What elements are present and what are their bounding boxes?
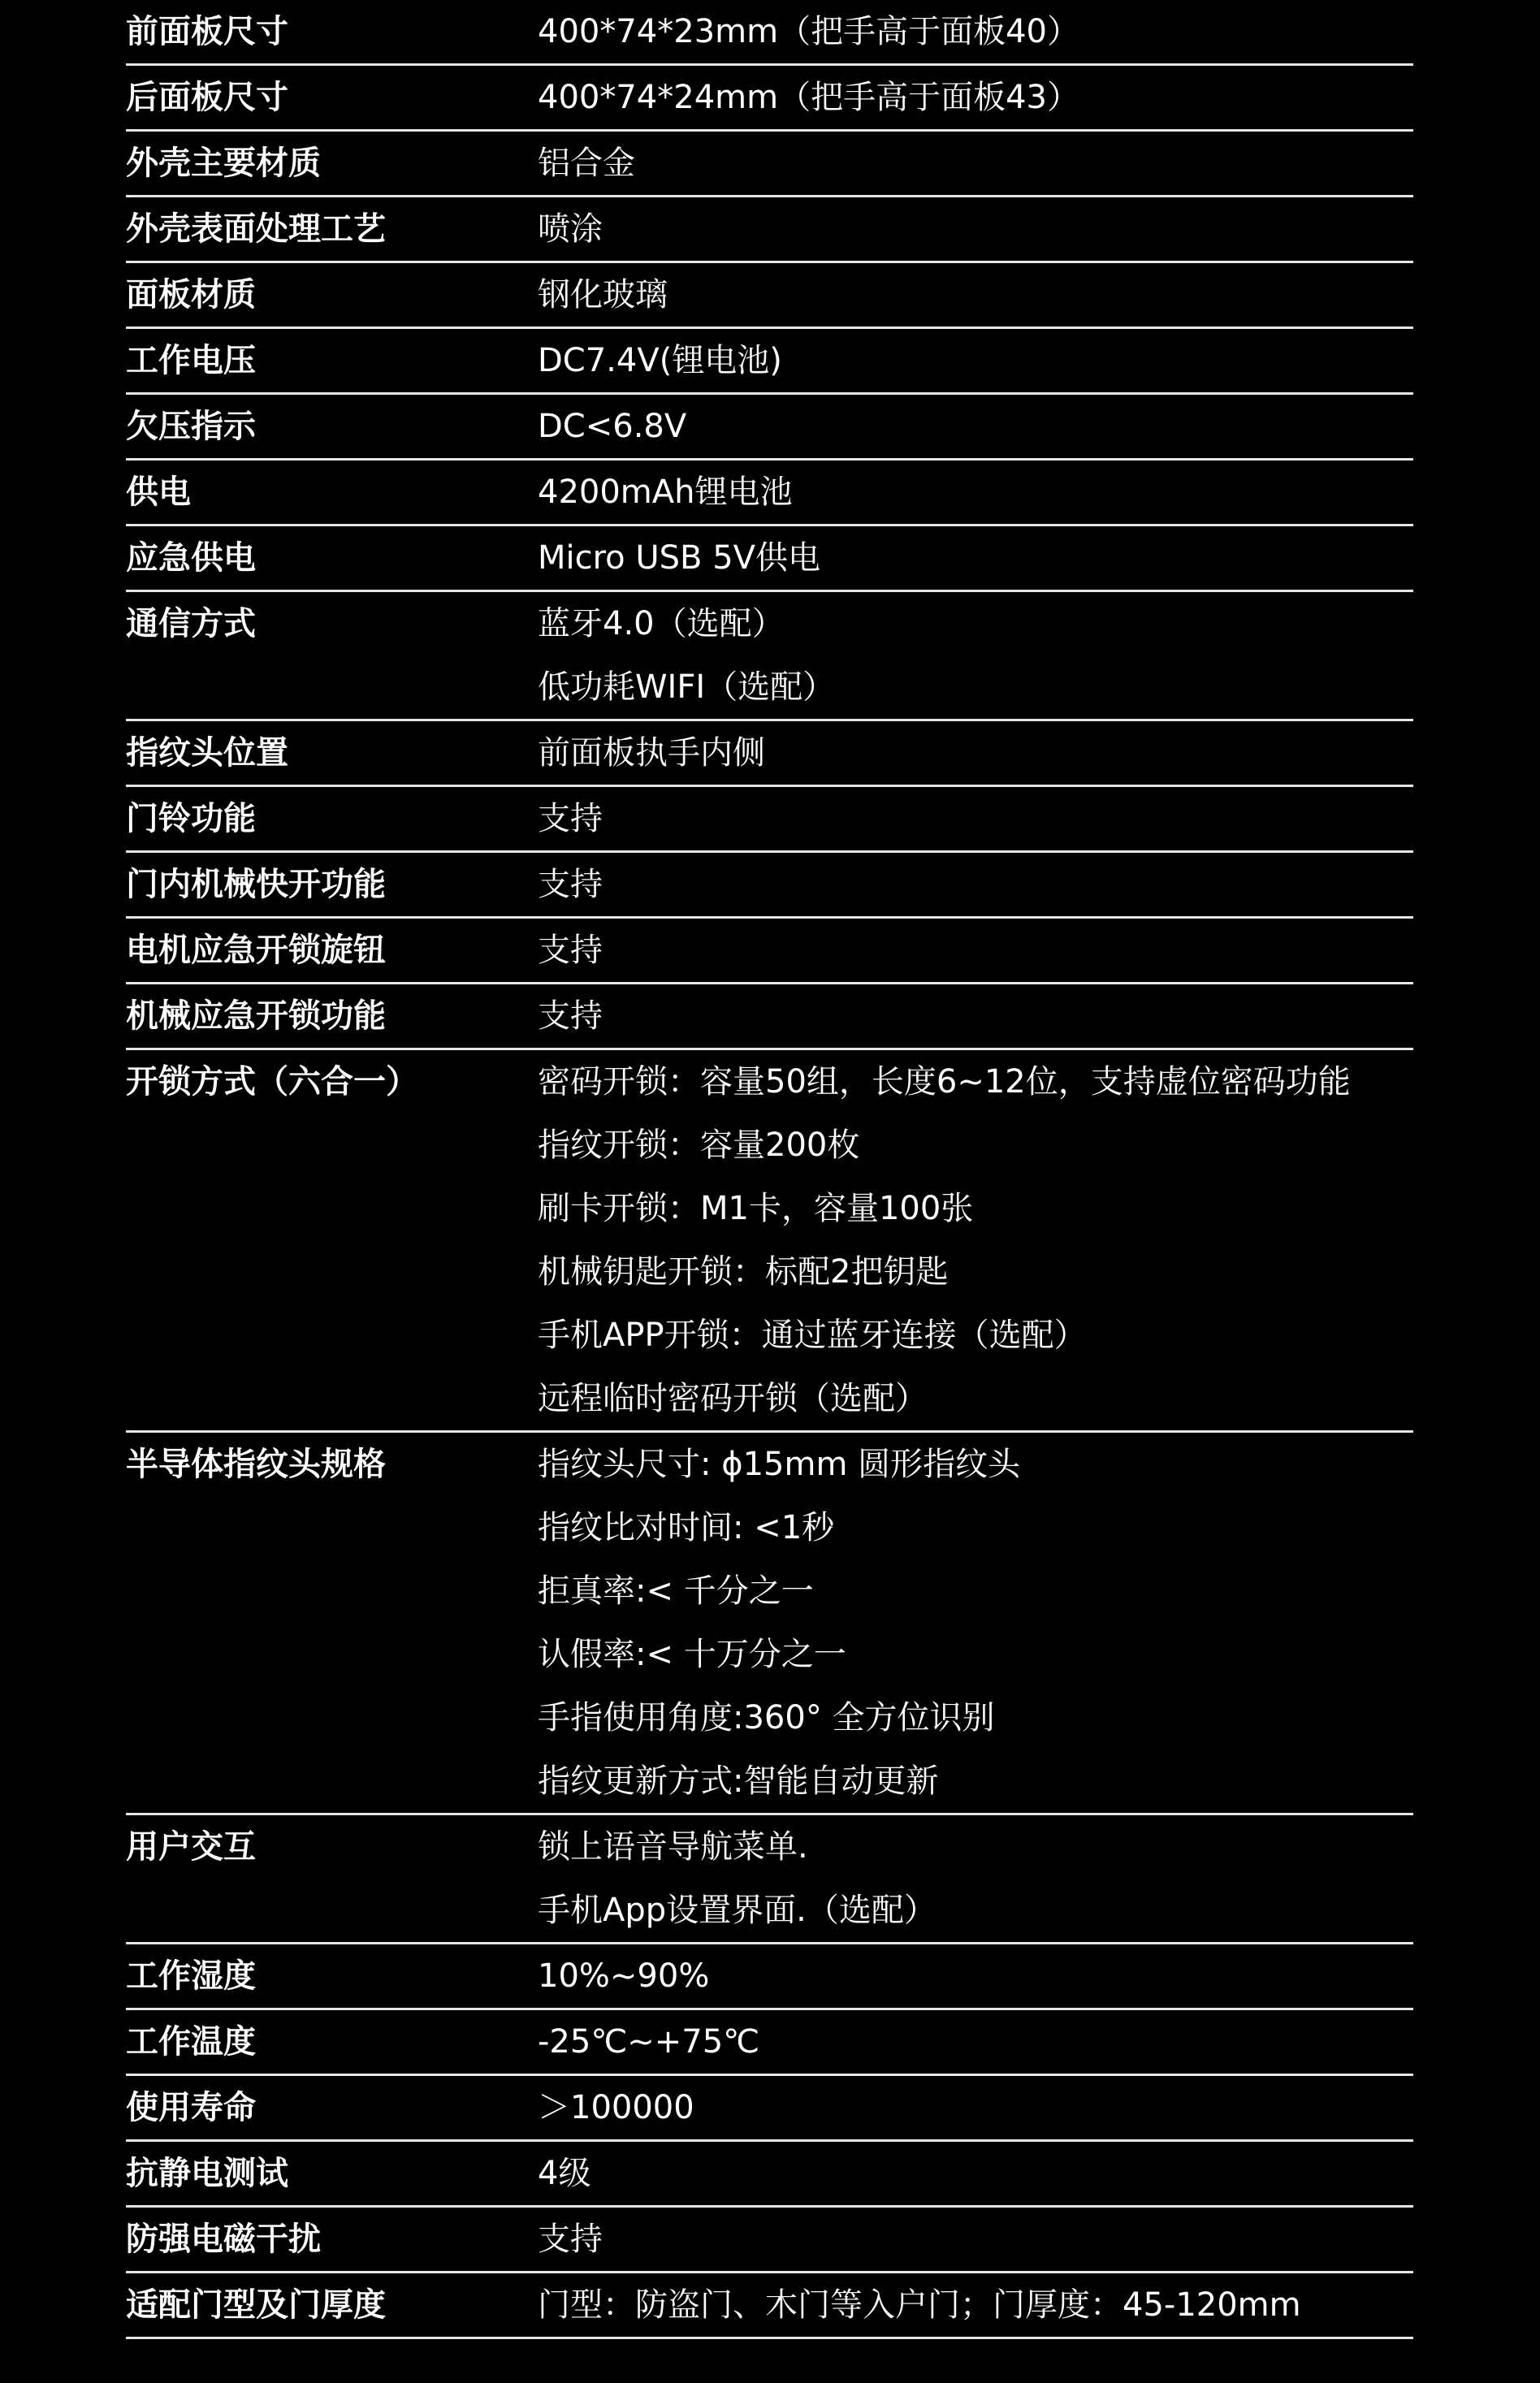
spec-value: 支持	[538, 2221, 603, 2258]
spec-value: 指纹更新方式:智能自动更新	[538, 1762, 939, 1800]
spec-label: 工作电压	[126, 342, 256, 379]
spec-value: DC<6.8V	[538, 408, 687, 445]
spec-values	[538, 0, 1413, 63]
spec-row	[126, 461, 1413, 526]
spec-values	[538, 1050, 1413, 1430]
spec-values	[538, 592, 1413, 719]
spec-row	[126, 197, 1413, 263]
spec-values	[538, 721, 1413, 785]
spec-row	[126, 263, 1413, 329]
spec-value: 认假率:< 十万分之一	[538, 1636, 846, 1673]
spec-values	[538, 1815, 1413, 1942]
spec-value: 密码开锁：容量50组，长度6~12位，支持虚位密码功能	[538, 1063, 1351, 1101]
spec-label: 外壳主要材质	[126, 145, 321, 182]
spec-value: 支持	[538, 932, 603, 969]
spec-label: 后面板尺寸	[126, 79, 288, 116]
spec-values	[538, 132, 1413, 195]
spec-value: 钢化玻璃	[538, 276, 668, 314]
spec-row	[126, 2010, 1413, 2076]
spec-label: 开锁方式（六合一）	[126, 1063, 418, 1101]
spec-value: 4200mAh锂电池	[538, 474, 793, 511]
spec-value: 手机APP开锁：通过蓝牙连接（选配）	[538, 1317, 1087, 1354]
spec-values	[538, 329, 1413, 392]
spec-value: 指纹开锁：容量200枚	[538, 1127, 860, 1164]
spec-value: 锁上语音导航菜单.	[538, 1828, 808, 1866]
spec-value: Micro USB 5V供电	[538, 539, 821, 577]
spec-row	[126, 2273, 1413, 2339]
spec-values	[538, 1433, 1413, 1813]
spec-label: 前面板尺寸	[126, 13, 288, 50]
spec-label: 适配门型及门厚度	[126, 2286, 386, 2324]
spec-value: 4级	[538, 2155, 591, 2192]
spec-value: 指纹头尺寸: ϕ15mm 圆形指纹头	[538, 1446, 1021, 1483]
spec-row	[126, 526, 1413, 592]
spec-label: 半导体指纹头规格	[126, 1446, 386, 1483]
spec-values	[538, 395, 1413, 458]
spec-row	[126, 2142, 1413, 2208]
spec-value: 拒真率:< 千分之一	[538, 1572, 814, 1610]
spec-row	[126, 1433, 1413, 1815]
spec-value: 400*74*23mm（把手高于面板40）	[538, 13, 1079, 50]
spec-label: 抗静电测试	[126, 2155, 288, 2192]
spec-values	[538, 2208, 1413, 2271]
spec-row	[126, 1050, 1413, 1433]
spec-table	[126, 0, 1413, 2339]
spec-row	[126, 395, 1413, 461]
spec-label: 应急供电	[126, 539, 256, 577]
spec-value: 指纹比对时间: <1秒	[538, 1509, 835, 1546]
spec-label: 工作湿度	[126, 1957, 256, 1995]
spec-values	[538, 787, 1413, 850]
spec-label: 外壳表面处理工艺	[126, 210, 386, 248]
spec-label: 机械应急开锁功能	[126, 997, 386, 1035]
spec-label: 工作温度	[126, 2023, 256, 2061]
spec-label: 用户交互	[126, 1828, 256, 1866]
spec-value: 远程临时密码开锁（选配）	[538, 1380, 928, 1417]
spec-row	[126, 132, 1413, 197]
spec-label: 电机应急开锁旋钮	[126, 932, 386, 969]
spec-row	[126, 1944, 1413, 2010]
spec-label: 面板材质	[126, 276, 256, 314]
spec-row	[126, 919, 1413, 984]
spec-values	[538, 197, 1413, 261]
spec-values	[538, 1944, 1413, 2008]
spec-row	[126, 0, 1413, 66]
spec-row	[126, 66, 1413, 132]
spec-values	[538, 2010, 1413, 2074]
spec-row	[126, 1815, 1413, 1944]
spec-values	[538, 66, 1413, 129]
spec-value: 400*74*24mm（把手高于面板43）	[538, 79, 1079, 116]
spec-value: 蓝牙4.0（选配）	[538, 605, 785, 642]
spec-label: 门内机械快开功能	[126, 866, 386, 903]
spec-values	[538, 2142, 1413, 2205]
spec-value: 支持	[538, 997, 603, 1035]
spec-value: 机械钥匙开锁：标配2把钥匙	[538, 1253, 949, 1291]
spec-row	[126, 787, 1413, 853]
spec-row	[126, 2208, 1413, 2273]
spec-values	[538, 461, 1413, 524]
spec-label: 供电	[126, 474, 191, 511]
spec-values	[538, 2076, 1413, 2139]
spec-value: 铝合金	[538, 145, 635, 182]
spec-label: 门铃功能	[126, 800, 256, 837]
spec-value: 支持	[538, 800, 603, 837]
spec-values	[538, 853, 1413, 916]
spec-values	[538, 984, 1413, 1048]
spec-value: 10%~90%	[538, 1957, 710, 1995]
spec-label: 通信方式	[126, 605, 256, 642]
spec-value: 前面板执手内侧	[538, 734, 765, 772]
spec-value: DC7.4V(锂电池)	[538, 342, 782, 379]
spec-row	[126, 721, 1413, 787]
spec-row	[126, 984, 1413, 1050]
spec-value: 门型：防盗门、木门等入户门；门厚度：45-120mm	[538, 2286, 1301, 2324]
spec-values	[538, 263, 1413, 327]
spec-label: 使用寿命	[126, 2089, 256, 2126]
spec-value: 支持	[538, 866, 603, 903]
spec-value: 手指使用角度:360° 全方位识别	[538, 1699, 995, 1736]
spec-row	[126, 2076, 1413, 2142]
spec-value: 低功耗WIFI（选配）	[538, 668, 836, 706]
spec-row	[126, 853, 1413, 919]
spec-value: 手机App设置界面.（选配）	[538, 1892, 937, 1929]
spec-value: 刷卡开锁：M1卡，容量100张	[538, 1190, 974, 1227]
spec-label: 指纹头位置	[126, 734, 288, 772]
spec-values	[538, 919, 1413, 982]
spec-label: 防强电磁干扰	[126, 2221, 321, 2258]
spec-values	[538, 526, 1413, 590]
spec-value: 喷涂	[538, 210, 603, 248]
spec-value: ＞100000	[538, 2089, 694, 2126]
spec-row	[126, 329, 1413, 395]
spec-values	[538, 2273, 1413, 2337]
spec-row	[126, 592, 1413, 721]
spec-value: -25℃~+75℃	[538, 2023, 760, 2061]
spec-label: 欠压指示	[126, 408, 256, 445]
